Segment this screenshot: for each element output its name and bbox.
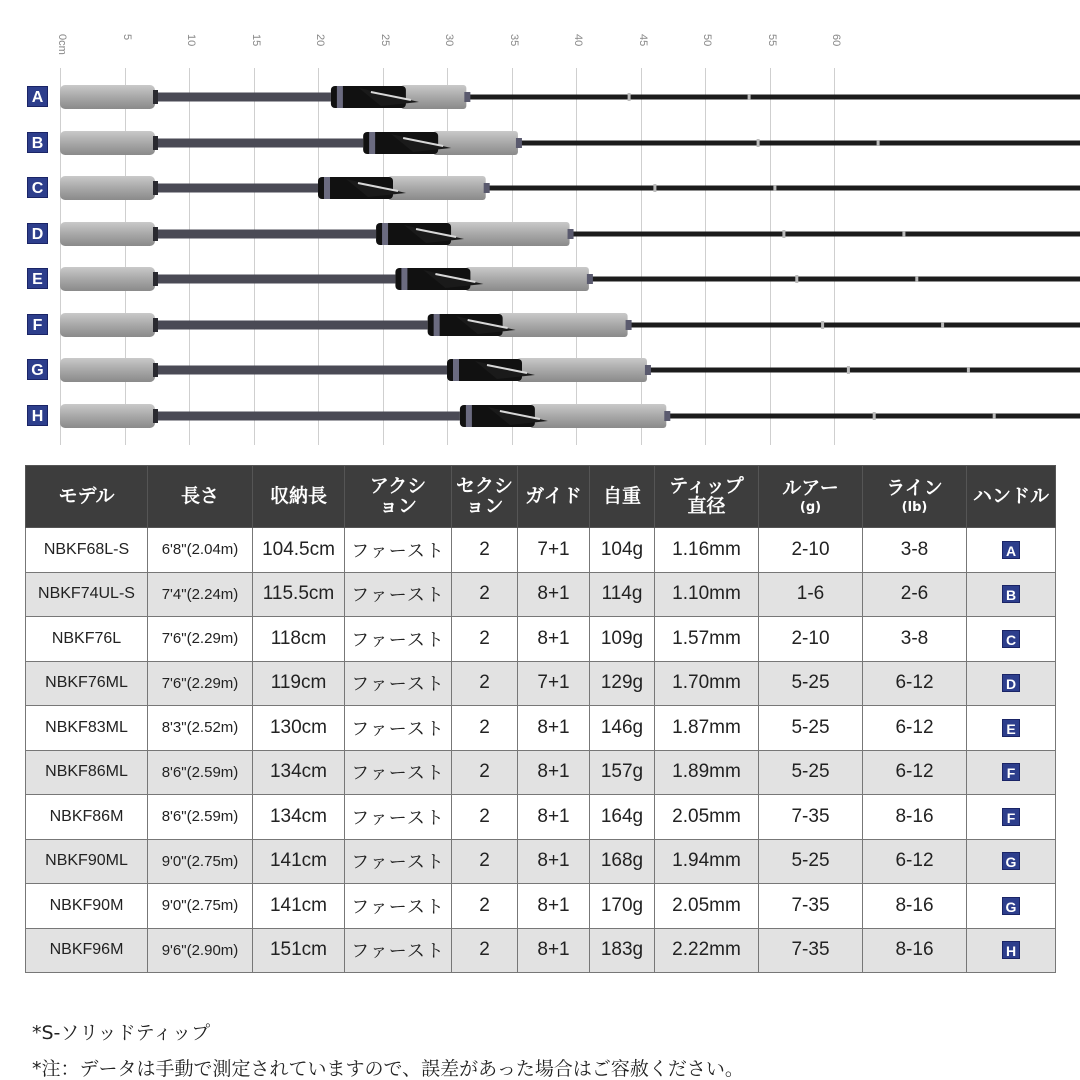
fore-grip [388, 176, 486, 200]
cell-action: ファースト [345, 884, 452, 929]
reel-seat-ring [324, 177, 330, 199]
column-header [345, 466, 452, 528]
cell-handle [967, 750, 1056, 795]
solid-tip-note: *S-ソリッドティップ [32, 1022, 211, 1044]
rod-butt-shaft [150, 184, 318, 193]
column-header [26, 466, 148, 528]
handle-badge: A [1002, 541, 1020, 559]
handle-label-badge: B [27, 132, 48, 153]
fore-grip [433, 131, 518, 155]
column-header [863, 466, 967, 528]
table-row [26, 839, 1056, 884]
rod-blank [589, 277, 1080, 282]
cell-weight: 164g [590, 795, 655, 840]
column-header-label: ティップ 直径 [669, 474, 744, 517]
ruler-tick-label: 10 [185, 34, 197, 47]
cell-tip: 1.89mm [655, 750, 759, 795]
rod-row-h [0, 397, 1080, 437]
rear-grip [60, 404, 155, 428]
cell-lure: 5-25 [759, 661, 863, 706]
cell-closed: 134cm [253, 795, 345, 840]
cell-closed: 130cm [253, 706, 345, 751]
cell-lure: 7-35 [759, 884, 863, 929]
cell-sections: 2 [452, 928, 518, 973]
cell-action: ファースト [345, 750, 452, 795]
winding-check [645, 365, 651, 375]
fore-grip [498, 313, 628, 337]
butt-ring [153, 136, 158, 150]
cell-action: ファースト [345, 795, 452, 840]
cell-tip: 1.16mm [655, 528, 759, 573]
butt-ring [153, 363, 158, 377]
cell-line: 8-16 [863, 795, 967, 840]
cell-model: NBKF76L [26, 617, 148, 662]
rod-drawing [0, 397, 1080, 437]
hook-keeper [653, 184, 656, 192]
handle-label-badge: E [27, 268, 48, 289]
rod-drawing [0, 78, 1080, 118]
rear-grip [60, 313, 155, 337]
cell-lure: 7-35 [759, 928, 863, 973]
table-row [26, 795, 1056, 840]
cell-handle [967, 572, 1056, 617]
cell-model: NBKF90M [26, 884, 148, 929]
cell-guides: 8+1 [518, 572, 590, 617]
cell-closed: 104.5cm [253, 528, 345, 573]
column-header-label: 自重 [602, 484, 641, 507]
cell-closed: 141cm [253, 839, 345, 884]
rod-butt-shaft [150, 275, 395, 284]
cell-guides: 7+1 [518, 528, 590, 573]
column-header-unit: (lb) [901, 499, 928, 515]
cell-weight: 129g [590, 661, 655, 706]
handle-badge: F [1002, 763, 1020, 781]
cell-lure: 2-10 [759, 617, 863, 662]
table-body [26, 528, 1056, 973]
ruler-tick-label: 60 [830, 34, 842, 47]
winding-check [516, 138, 522, 148]
table-row [26, 928, 1056, 973]
column-header [452, 466, 518, 528]
rod-butt-shaft [150, 411, 460, 420]
cell-line: 3-8 [863, 617, 967, 662]
blank-mark [967, 367, 970, 373]
rear-grip [60, 85, 155, 109]
cell-model: NBKF83ML [26, 706, 148, 751]
column-header [148, 466, 253, 528]
cell-model: NBKF96M [26, 928, 148, 973]
table-row [26, 617, 1056, 662]
handle-label-badge: F [27, 314, 48, 335]
blank-mark [993, 413, 996, 419]
cell-model: NBKF76ML [26, 661, 148, 706]
rod-blank [466, 95, 1080, 100]
rod-blank [647, 368, 1080, 373]
rear-grip [60, 222, 155, 246]
cell-length: 9'0"(2.75m) [148, 884, 253, 929]
fore-grip [530, 404, 666, 428]
rod-drawing [0, 124, 1080, 164]
handle-badge: C [1002, 630, 1020, 648]
ruler-tick-label: 20 [314, 34, 326, 47]
hook-keeper [795, 275, 798, 283]
cell-handle [967, 617, 1056, 662]
cell-sections: 2 [452, 839, 518, 884]
cell-handle [967, 928, 1056, 973]
rear-grip [60, 267, 155, 291]
cell-tip: 1.57mm [655, 617, 759, 662]
butt-ring [153, 318, 158, 332]
rod-blank [518, 140, 1080, 145]
rod-butt-shaft [150, 138, 363, 147]
cell-action: ファースト [345, 528, 452, 573]
cell-sections: 2 [452, 617, 518, 662]
blank-mark [941, 322, 944, 328]
cell-tip: 1.94mm [655, 839, 759, 884]
reel-seat-ring [337, 86, 343, 108]
handle-badge: F [1002, 808, 1020, 826]
winding-check [484, 183, 490, 193]
cell-handle [967, 884, 1056, 929]
hook-keeper [757, 139, 760, 147]
rear-grip [60, 358, 155, 382]
rod-butt-shaft [150, 366, 447, 375]
cell-sections: 2 [452, 661, 518, 706]
winding-check [587, 274, 593, 284]
cell-line: 3-8 [863, 528, 967, 573]
cell-model: NBKF68L-S [26, 528, 148, 573]
ruler-tick-label: 55 [765, 34, 778, 47]
column-header-label: ルアー [782, 476, 839, 499]
cell-action: ファースト [345, 661, 452, 706]
cell-tip: 2.22mm [655, 928, 759, 973]
hook-keeper [628, 93, 631, 101]
column-header-label: モデル [58, 484, 115, 507]
cell-model: NBKF86ML [26, 750, 148, 795]
butt-ring [153, 181, 158, 195]
cell-closed: 134cm [253, 750, 345, 795]
cell-model: NBKF86M [26, 795, 148, 840]
cell-length: 9'6"(2.90m) [148, 928, 253, 973]
cell-guides: 8+1 [518, 928, 590, 973]
rod-butt-shaft [150, 320, 428, 329]
rod-row-g [0, 351, 1080, 391]
handle-label-badge: H [27, 405, 48, 426]
cell-action: ファースト [345, 706, 452, 751]
handle-label-badge: D [27, 223, 48, 244]
ruler-tick-label: 0cm [56, 34, 68, 55]
cell-closed: 119cm [253, 661, 345, 706]
cell-model: NBKF74UL-S [26, 572, 148, 617]
cell-tip: 1.70mm [655, 661, 759, 706]
cell-weight: 104g [590, 528, 655, 573]
column-header-label: ハンドル [972, 484, 1049, 507]
cell-lure: 2-10 [759, 528, 863, 573]
handle-badge: E [1002, 719, 1020, 737]
cell-handle [967, 706, 1056, 751]
cell-model: NBKF90ML [26, 839, 148, 884]
rod-blank [486, 186, 1080, 191]
ruler-tick-label: 40 [572, 34, 584, 47]
cell-action: ファースト [345, 572, 452, 617]
handle-badge: G [1002, 852, 1020, 870]
rod-blank [570, 231, 1080, 236]
cell-sections: 2 [452, 572, 518, 617]
cell-handle [967, 528, 1056, 573]
spec-table [25, 465, 1056, 973]
cell-guides: 8+1 [518, 706, 590, 751]
cell-length: 6'8"(2.04m) [148, 528, 253, 573]
cell-handle [967, 839, 1056, 884]
cell-closed: 115.5cm [253, 572, 345, 617]
column-header-unit: (g) [799, 499, 822, 515]
blank-mark [877, 140, 880, 146]
fore-grip [401, 85, 466, 109]
handle-label-badge: G [27, 359, 48, 380]
rod-row-d [0, 215, 1080, 255]
blank-mark [915, 276, 918, 282]
cell-lure: 7-35 [759, 795, 863, 840]
cell-tip: 1.10mm [655, 572, 759, 617]
cell-sections: 2 [452, 750, 518, 795]
column-header-label: 収納長 [269, 484, 327, 507]
cell-length: 9'0"(2.75m) [148, 839, 253, 884]
cell-length: 7'6"(2.29m) [148, 661, 253, 706]
column-header [967, 466, 1056, 528]
rod-drawing [0, 260, 1080, 300]
table-row [26, 750, 1056, 795]
cell-line: 6-12 [863, 839, 967, 884]
cell-guides: 8+1 [518, 884, 590, 929]
ruler-tick-label: 25 [378, 34, 391, 47]
cell-action: ファースト [345, 839, 452, 884]
rear-grip [60, 176, 155, 200]
cell-handle [967, 795, 1056, 840]
winding-check [568, 229, 574, 239]
cell-weight: 170g [590, 884, 655, 929]
cell-lure: 1-6 [759, 572, 863, 617]
cell-lure: 5-25 [759, 839, 863, 884]
hook-keeper [782, 230, 785, 238]
winding-check [464, 92, 470, 102]
cell-line: 6-12 [863, 706, 967, 751]
butt-ring [153, 272, 158, 286]
table-row [26, 572, 1056, 617]
cell-tip: 2.05mm [655, 795, 759, 840]
butt-ring [153, 409, 158, 423]
cell-lure: 5-25 [759, 706, 863, 751]
column-header [655, 466, 759, 528]
table-row [26, 884, 1056, 929]
column-header-label: ガイド [525, 484, 582, 507]
ruler-tick-label: 5 [120, 34, 133, 41]
column-header [590, 466, 655, 528]
cell-closed: 151cm [253, 928, 345, 973]
hook-keeper [873, 412, 876, 420]
handle-label-badge: A [27, 86, 48, 107]
blank-mark [748, 94, 751, 100]
cell-weight: 146g [590, 706, 655, 751]
cell-tip: 1.87mm [655, 706, 759, 751]
cell-sections: 2 [452, 795, 518, 840]
cell-sections: 2 [452, 706, 518, 751]
cell-guides: 8+1 [518, 795, 590, 840]
cell-guides: 8+1 [518, 617, 590, 662]
cell-sections: 2 [452, 884, 518, 929]
cell-weight: 109g [590, 617, 655, 662]
ruler-tick-label: 15 [249, 34, 262, 47]
reel-seat-ring [453, 359, 459, 381]
column-header [253, 466, 345, 528]
ruler-tick-label: 35 [507, 34, 520, 47]
handle-badge: D [1002, 674, 1020, 692]
rod-drawing [0, 169, 1080, 209]
reel-seat-ring [382, 223, 388, 245]
ruler-tick-label: 45 [636, 34, 649, 47]
handle-badge: B [1002, 585, 1020, 603]
cell-length: 7'4"(2.24m) [148, 572, 253, 617]
fore-grip [465, 267, 589, 291]
rear-grip [60, 131, 155, 155]
hook-keeper [847, 366, 850, 374]
cell-length: 7'6"(2.29m) [148, 617, 253, 662]
cell-closed: 141cm [253, 884, 345, 929]
ruler-tick-label: 50 [701, 34, 713, 47]
cell-lure: 5-25 [759, 750, 863, 795]
rod-butt-shaft [150, 93, 331, 102]
rod-butt-shaft [150, 229, 376, 238]
rod-blank [628, 322, 1080, 327]
cell-guides: 8+1 [518, 839, 590, 884]
rod-row-a [0, 78, 1080, 118]
column-header-label: アクシ ョン [369, 474, 427, 517]
cell-weight: 183g [590, 928, 655, 973]
ruler-tick-label: 30 [443, 34, 455, 47]
reel-seat-ring [466, 405, 472, 427]
butt-ring [153, 90, 158, 104]
cell-handle [967, 661, 1056, 706]
winding-check [626, 320, 632, 330]
hook-keeper [821, 321, 824, 329]
table-header-row [26, 466, 1056, 528]
cell-weight: 157g [590, 750, 655, 795]
rod-drawing [0, 306, 1080, 346]
cell-length: 8'3"(2.52m) [148, 706, 253, 751]
rod-row-b [0, 124, 1080, 164]
cell-line: 8-16 [863, 884, 967, 929]
rod-row-c [0, 169, 1080, 209]
cell-guides: 8+1 [518, 750, 590, 795]
handle-badge: G [1002, 897, 1020, 915]
column-header-label: 長さ [180, 484, 219, 507]
fore-grip [517, 358, 647, 382]
butt-ring [153, 227, 158, 241]
table-row [26, 706, 1056, 751]
rod-handle-comparison-figure [0, 0, 1080, 445]
cell-action: ファースト [345, 928, 452, 973]
table-row [26, 528, 1056, 573]
rod-row-e [0, 260, 1080, 300]
cell-line: 2-6 [863, 572, 967, 617]
handle-badge: H [1002, 941, 1020, 959]
column-header [759, 466, 863, 528]
table-row [26, 661, 1056, 706]
handle-label-badge: C [27, 177, 48, 198]
cell-length: 8'6"(2.59m) [148, 795, 253, 840]
column-header [518, 466, 590, 528]
cell-weight: 114g [590, 572, 655, 617]
cell-closed: 118cm [253, 617, 345, 662]
column-header-label: セクシ ョン [455, 474, 513, 517]
cell-line: 6-12 [863, 750, 967, 795]
rod-drawing [0, 215, 1080, 255]
rod-row-f [0, 306, 1080, 346]
cell-line: 8-16 [863, 928, 967, 973]
rod-drawing [0, 351, 1080, 391]
cell-line: 6-12 [863, 661, 967, 706]
reel-seat-ring [434, 314, 440, 336]
cell-sections: 2 [452, 528, 518, 573]
blank-mark [902, 231, 905, 237]
winding-check [664, 411, 670, 421]
cell-action: ファースト [345, 617, 452, 662]
column-header-label: ライン [886, 476, 943, 499]
cell-length: 8'6"(2.59m) [148, 750, 253, 795]
cell-weight: 168g [590, 839, 655, 884]
blank-mark [773, 185, 776, 191]
disclaimer-note: *注：データは手動で測定されていますので、誤差があった場合はご容赦ください。 [32, 1058, 744, 1080]
cell-guides: 7+1 [518, 661, 590, 706]
cell-tip: 2.05mm [655, 884, 759, 929]
reel-seat-ring [369, 132, 375, 154]
fore-grip [446, 222, 570, 246]
reel-seat-ring [401, 268, 407, 290]
